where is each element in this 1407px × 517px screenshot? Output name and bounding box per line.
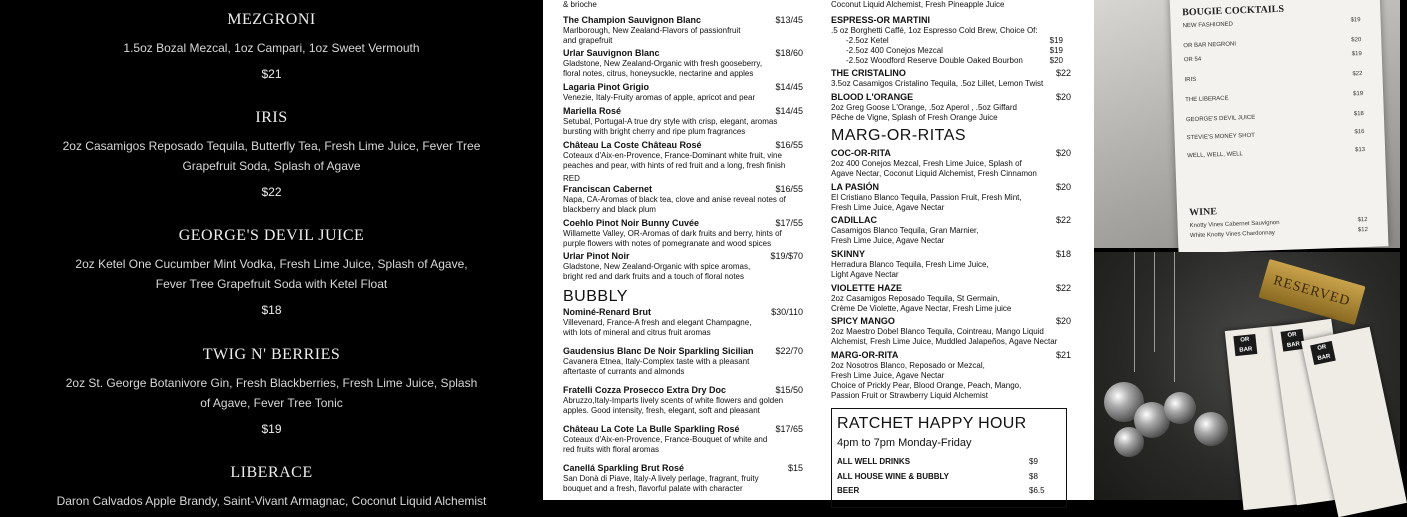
- card-price: $16: [1354, 129, 1365, 136]
- wine-item: [563, 48, 803, 79]
- wine-item: [563, 424, 803, 455]
- happy-hour-label: ALL HOUSE WINE & BUBBLY: [837, 472, 950, 481]
- cocktail-price: $18: [261, 303, 282, 317]
- cocktail-name: IRIS: [255, 109, 288, 126]
- wine-desc: Gladstone, New Zealand-Organic with spice aromas,: [563, 262, 751, 271]
- option-row: [831, 56, 1063, 66]
- wine-item: [563, 463, 803, 494]
- card-line: WELL, WELL, WELL: [1187, 151, 1243, 160]
- wine-desc: bright red and dark fruits and a touch of floral notes: [563, 272, 744, 281]
- cocktail-name: BLOOD L'ORANGE: [831, 92, 914, 102]
- marg-item: [831, 350, 1071, 401]
- card-heading: BOUGIE COCKTAILS: [1182, 3, 1285, 19]
- card-price: $12: [1357, 226, 1368, 234]
- wine-desc: Villevenard, France-A fresh and elegant Champagne,: [563, 318, 752, 327]
- happy-hour-row: [837, 486, 1061, 495]
- cocktail-menu-panel: [0, 0, 543, 508]
- or-bar-logo: OR BAR: [1281, 329, 1306, 352]
- wine-name: Nominé-Renard Brut: [563, 307, 652, 317]
- wine-desc: Willamette Valley, OR-Aromas of dark fruits and berry, hints of: [563, 229, 782, 238]
- card-price: $19: [1353, 91, 1364, 98]
- wine-desc: Setubal, Portugal-A true dry style with crisp, elegant, aromas: [563, 117, 778, 126]
- wine-name: Mariella Rosé: [563, 106, 622, 116]
- marg-desc: Crème De Violette, Agave Nectar, Fresh Lime juice: [831, 304, 1012, 313]
- disco-ball: [1194, 412, 1228, 446]
- cocktail-price: $21: [261, 67, 282, 81]
- wine-desc: Abruzzo,Italy-Imparts lively scents of white flowers and golden: [563, 396, 784, 405]
- wine-name: Fratelli Cozza Prosecco Extra Dry Doc: [563, 385, 727, 395]
- option-price: $19: [1049, 46, 1063, 55]
- wine-item: [563, 346, 803, 377]
- wine-item: [563, 218, 803, 249]
- bubbly-section-title: BUBBLY: [563, 288, 628, 305]
- card-price: $13: [1354, 147, 1366, 154]
- wine-name: Gaudensius Blanc De Noir Sparkling Sicilian: [563, 346, 754, 356]
- happy-hour-price: $9: [1029, 457, 1038, 466]
- marg-price: $20: [1055, 148, 1071, 158]
- marg-desc: Light Agave Nectar: [831, 270, 899, 279]
- wine-desc: bouquet and a fresh, flavorful palate with character: [563, 484, 743, 493]
- marg-desc: 2oz 400 Conejos Mezcal, Fresh Lime Juice, Splash of: [831, 159, 1022, 168]
- card-line: OR BAR NEGRONI: [1183, 41, 1237, 50]
- red-section-label: RED: [563, 174, 580, 183]
- cocktail-item: [0, 108, 543, 200]
- marg-desc: Agave Nectar, Coconut Liquid Alchemist, Fresh Cinnamon: [831, 169, 1037, 178]
- marg-desc: Passion Fruit or Strawberry Liquid Alchemist: [831, 391, 988, 400]
- cocktail-name: ESPRESS-OR MARTINI: [831, 15, 931, 25]
- wine-price: $22/70: [775, 346, 803, 356]
- card-wine-heading: WINE: [1188, 206, 1218, 219]
- cocktail-desc: 3.5oz Casamigos Cristalino Tequila, .5oz Lillet, Lemon Twist: [831, 79, 1044, 88]
- happy-hour-price: $6.5: [1029, 486, 1045, 495]
- cocktail-description: 2oz St. George Botanivore Gin, Fresh Blackberries, Fresh Lime Juice, Splash of Agave, Fever Tree Tonic: [65, 376, 478, 410]
- wine-desc: floral notes, citrus, honeysuckle, nectarine and apples: [563, 69, 754, 78]
- wine-item: [563, 251, 803, 282]
- wine-item: [563, 106, 803, 137]
- wine-desc: Napa, CA-Aromas of black tea, clove and anise reveal notes of: [563, 195, 786, 204]
- wine-desc: Coteaux d'Aix-en-Provence, France-Bouquet of white and: [563, 435, 768, 444]
- cocktail-description: 2oz Casamigos Reposado Tequila, Butterfly Tea, Fresh Lime Juice, Fever Tree Grapefruit Soda, Splash of Agave: [62, 139, 481, 173]
- option-price: $19: [1049, 36, 1063, 45]
- wine-item: [563, 82, 803, 103]
- cocktail-desc: Pêche de Vigne, Splash of Fresh Orange Juice: [831, 113, 998, 122]
- drinks-menu-page: [543, 0, 1094, 500]
- card-line: White Knotty Vines Chardonnay: [1189, 230, 1275, 240]
- light-strand: [1134, 252, 1135, 372]
- disco-ball: [1164, 392, 1196, 424]
- marg-desc: Herradura Blanco Tequila, Fresh Lime Juice,: [831, 260, 989, 269]
- card-line: STEVIE'S MONEY SHOT: [1186, 132, 1256, 142]
- marg-item: [831, 316, 1071, 347]
- marg-desc: Fresh Lime Juice, Agave Nectar: [831, 236, 945, 245]
- wine-price: $18/60: [775, 48, 803, 58]
- menu-fragment: [563, 0, 803, 10]
- or-bar-logo: OR BAR: [1310, 341, 1336, 365]
- wine-desc: blackberry and black plum: [563, 205, 656, 214]
- wine-desc: San Donà di Piave, Italy-A lively perlage, fragrant, fruity: [563, 474, 759, 483]
- wine-price: $30/110: [771, 307, 803, 317]
- wine-item: [563, 307, 803, 338]
- fragment-text: & brioche: [563, 0, 597, 9]
- marg-price: $18: [1055, 249, 1071, 259]
- marg-price: $22: [1055, 215, 1071, 225]
- wine-price: $19/$70: [770, 251, 803, 261]
- cocktail-item: [831, 15, 1071, 66]
- option-label: -2.5oz Woodford Reserve Double Oaked Bourbon: [846, 56, 1023, 65]
- cocktail-description: 2oz Ketel One Cucumber Mint Vodka, Fresh Lime Juice, Splash of Agave, Fever Tree Grapefruit Soda with Ketel Float: [75, 257, 468, 291]
- cocktail-desc: 2oz Greg Goose L'Orange, .5oz Aperol , .5oz Giffard: [831, 103, 1017, 112]
- cocktail-item: [0, 345, 543, 437]
- menu-fragment: [831, 0, 1071, 10]
- cocktail-description: Daron Calvados Apple Brandy, Saint-Vivant Armagnac, Coconut Liquid Alchemist: [56, 494, 487, 508]
- option-label: -2.5oz Ketel: [846, 36, 889, 45]
- marg-price: $21: [1055, 350, 1071, 360]
- card-price: $18: [1353, 111, 1364, 118]
- wine-desc: apples. Good intensity, fresh, elegant, soft and pleasant: [563, 406, 760, 415]
- marg-price: $22: [1055, 283, 1071, 293]
- card-line: NEW FASHIONED: [1182, 21, 1234, 30]
- marg-item: [831, 148, 1071, 179]
- table-photo: [1094, 252, 1400, 500]
- wine-desc: Coteaux d'Aix-en-Provence, France-Dominant white fruit, vine: [563, 151, 782, 160]
- option-label: -2.5oz 400 Conejos Mezcal: [846, 46, 943, 55]
- marg-item: [831, 249, 1071, 280]
- happy-hour-row: [837, 472, 1061, 481]
- wine-name: Lagaria Pinot Grigio: [563, 82, 650, 92]
- marg-desc: 2oz Nosotros Blanco, Reposado or Mezcal,: [831, 361, 985, 370]
- card-line: IRIS: [1184, 76, 1197, 84]
- happy-hour-title: RATCHET HAPPY HOUR: [837, 415, 1027, 432]
- margs-section-title: MARG-OR-RITAS: [831, 127, 967, 144]
- card-line: OR 54: [1183, 56, 1202, 64]
- wine-price: $15/50: [775, 385, 803, 395]
- marg-desc: 2oz Casamigos Reposado Tequila, St Germain,: [831, 294, 1000, 303]
- card-price: $12: [1357, 216, 1368, 224]
- marg-desc: 2oz Maestro Dobel Blanco Tequila, Cointreau, Mango Liquid: [831, 327, 1044, 336]
- marg-desc: Casamigos Blanco Tequila, Gran Marnier,: [831, 226, 979, 235]
- wine-item: [563, 184, 803, 215]
- card-price: $22: [1352, 71, 1363, 78]
- cocktail-price: $20: [1055, 92, 1071, 102]
- card-line: GEORGE'S DEVIL JUICE: [1185, 114, 1256, 124]
- marg-price: $20: [1055, 316, 1071, 326]
- wine-desc: and grapefruit: [563, 36, 613, 45]
- cocktail-price: $22: [1055, 68, 1071, 78]
- wine-price: $17/65: [775, 424, 803, 434]
- wine-price: $15: [787, 463, 803, 473]
- marg-name: CADILLAC: [831, 215, 877, 225]
- wine-desc: peaches and pear, with hints of red fruit and a long, fresh finish: [563, 161, 786, 170]
- cocktail-name: GEORGE'S DEVIL JUICE: [178, 227, 365, 244]
- marg-desc: Alchemist, Fresh Lime Juice, Muddled Jalapeños, Agave Nectar: [831, 337, 1058, 346]
- cocktail-item: [831, 68, 1071, 89]
- cocktail-item: [0, 226, 543, 318]
- card-price: $19: [1351, 51, 1362, 58]
- cocktail-description: 1.5oz Bozal Mezcal, 1oz Campari, 1oz Sweet Vermouth: [123, 41, 420, 55]
- wine-price: $13/45: [775, 15, 803, 25]
- wine-desc: red fruits with floral aromas: [563, 445, 660, 454]
- marg-price: $20: [1055, 182, 1071, 192]
- disco-ball: [1114, 427, 1144, 457]
- card-line: THE LIBERACE: [1185, 95, 1229, 104]
- marg-name: SKINNY: [831, 249, 866, 259]
- wine-desc: bursting with bright cherry and ripe plum fragrances: [563, 127, 746, 136]
- wine-item: [563, 15, 803, 46]
- happy-hour-label: ALL WELL DRINKS: [837, 457, 911, 466]
- marg-item: [831, 283, 1071, 314]
- option-row: [831, 46, 1063, 56]
- wine-price: $16/55: [775, 140, 803, 150]
- light-strand: [1154, 252, 1155, 352]
- wine-desc: purple flowers with notes of pomegranate and wood spices: [563, 239, 772, 248]
- wine-desc: Marlborough, New Zealand-Flavors of passionfruit: [563, 26, 741, 35]
- option-row: [831, 36, 1063, 46]
- wine-item: [563, 385, 803, 416]
- wine-desc: aftertaste of currants and almonds: [563, 367, 685, 376]
- wine-desc: with lots of mineral and citrus fruit aromas: [563, 328, 711, 337]
- card-price: $20: [1351, 37, 1362, 44]
- wine-desc: Cavanera Etnea, Italy-Complex taste with a pleasant: [563, 357, 750, 366]
- marg-name: MARG-OR-RITA: [831, 350, 899, 360]
- or-bar-logo: OR BAR: [1233, 334, 1257, 356]
- wine-name: Coehlo Pinot Noir Bunny Cuvée: [563, 218, 700, 228]
- happy-hour-row: [837, 457, 1061, 466]
- wine-name: The Champion Sauvignon Blanc: [563, 15, 702, 25]
- marg-item: [831, 215, 1071, 246]
- reserved-sign: [1258, 259, 1365, 325]
- card-price: $19: [1350, 17, 1361, 24]
- marg-item: [831, 182, 1071, 213]
- wine-name: Urlar Sauvignon Blanc: [563, 48, 660, 58]
- wine-name: Franciscan Cabernet: [563, 184, 653, 194]
- menu-card-photo: [1094, 0, 1400, 248]
- happy-hour-box: [831, 408, 1067, 508]
- marg-name: COC-OR-RITA: [831, 148, 891, 158]
- cocktail-price: $22: [261, 185, 282, 199]
- wine-price: $14/45: [775, 82, 803, 92]
- cocktail-price: $19: [261, 422, 282, 436]
- printed-menu-card: [1170, 0, 1389, 254]
- marg-desc: Fresh Lime Juice, Agave Nectar: [831, 371, 945, 380]
- wine-price: $14/45: [775, 106, 803, 116]
- wine-price: $17/55: [775, 218, 803, 228]
- cocktail-name: MEZGRONI: [227, 11, 316, 28]
- fragment-text: Coconut Liquid Alchemist, Fresh Pineapple Juice: [831, 0, 1005, 9]
- marg-desc: Fresh Lime Juice, Agave Nectar: [831, 203, 945, 212]
- cocktail-name: THE CRISTALINO: [831, 68, 906, 78]
- cocktail-item: [0, 463, 543, 511]
- option-price: $20: [1049, 56, 1063, 65]
- wine-desc: Gladstone, New Zealand-Organic with fresh gooseberry,: [563, 59, 763, 68]
- marg-name: SPICY MANGO: [831, 316, 895, 326]
- cocktail-item: [831, 92, 1071, 123]
- wine-name: Château La Coste Château Rosé: [563, 140, 702, 150]
- spirits-column: [831, 0, 1071, 500]
- wine-price: $16/55: [775, 184, 803, 194]
- happy-hour-label: BEER: [837, 486, 860, 495]
- wine-name: Canellá Sparkling Brut Rosé: [563, 463, 685, 473]
- card-line: Knotty Vines Cabernet Sauvignon: [1189, 220, 1280, 230]
- marg-desc: El Cristiano Blanco Tequila, Passion Fruit, Fresh Mint,: [831, 193, 1022, 202]
- cocktail-name: LIBERACE: [230, 464, 313, 481]
- marg-name: VIOLETTE HAZE: [831, 283, 903, 293]
- marg-name: LA PASIÓN: [831, 182, 880, 192]
- wine-item: [563, 140, 803, 171]
- happy-hour-price: $8: [1029, 472, 1038, 481]
- wine-name: Château La Cote La Bulle Sparkling Rosé: [563, 424, 740, 434]
- happy-hour-subtitle: 4pm to 7pm Monday-Friday: [837, 437, 972, 449]
- light-strand: [1174, 252, 1175, 382]
- wine-column: [563, 0, 803, 500]
- cocktail-desc: .5 oz Borghetti Caffé, 1oz Espresso Cold Brew, Choice Of:: [831, 26, 1038, 35]
- wine-name: Urlar Pinot Noir: [563, 251, 630, 261]
- cocktail-item: [0, 10, 543, 82]
- wine-desc: Venezie, Italy-Fruity aromas of apple, apricot and pear: [563, 93, 756, 102]
- reserved-sign-text: RESERVED: [1271, 273, 1352, 310]
- cocktail-name: TWIG N' BERRIES: [202, 346, 341, 363]
- marg-desc: Choice of Prickly Pear, Blood Orange, Peach, Mango,: [831, 381, 1022, 390]
